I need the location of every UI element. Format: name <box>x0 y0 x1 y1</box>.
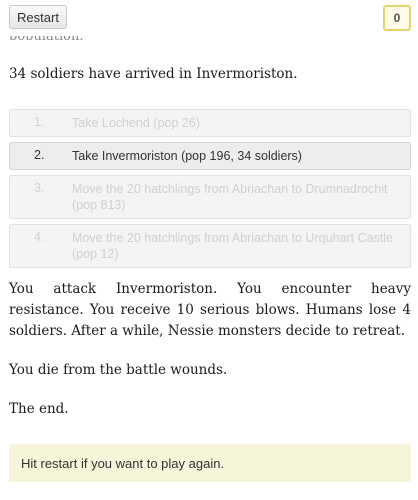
choice-number: 4. <box>34 230 45 244</box>
choice-number: 2. <box>34 148 45 162</box>
restart-notice <box>9 444 411 482</box>
restart-notice-text: Hit restart if you want to play again. <box>21 455 225 471</box>
battle-result: You attack Invermoriston. You encounter heavy resistance. You receive 10 serious blows. Humans lose 4 soldiers. After a while, Nessie monsters decide to retreat. <box>9 281 411 339</box>
score-badge: 0 <box>383 5 411 31</box>
death-message: You die from the battle wounds. <box>9 362 228 378</box>
choice-label: Take Lochend (pop 26) <box>72 116 200 130</box>
choice-item-4 <box>9 224 411 268</box>
outcome-area <box>9 279 411 438</box>
choice-number: 1. <box>34 115 45 129</box>
choice-item-3 <box>9 175 411 219</box>
end-message: The end. <box>9 401 69 417</box>
choice-number: 3. <box>34 181 45 195</box>
choice-label: Take Invermoriston (pop 196, 34 soldiers) <box>72 149 302 163</box>
arrival-message: 34 soldiers have arrived in Invermoriston. <box>9 66 298 82</box>
choice-list <box>9 109 411 273</box>
choice-item-2[interactable] <box>9 142 411 170</box>
choice-label: Move the 20 hatchlings from Abriachan to Drumnadrochit (pop 813) <box>72 182 388 212</box>
choice-item-1 <box>9 109 411 137</box>
restart-button[interactable]: Restart <box>9 5 67 29</box>
choice-label: Move the 20 hatchlings from Abriachan to Urquhart Castle (pop 12) <box>72 231 394 261</box>
story-area <box>9 64 411 85</box>
top-bar <box>0 0 418 36</box>
